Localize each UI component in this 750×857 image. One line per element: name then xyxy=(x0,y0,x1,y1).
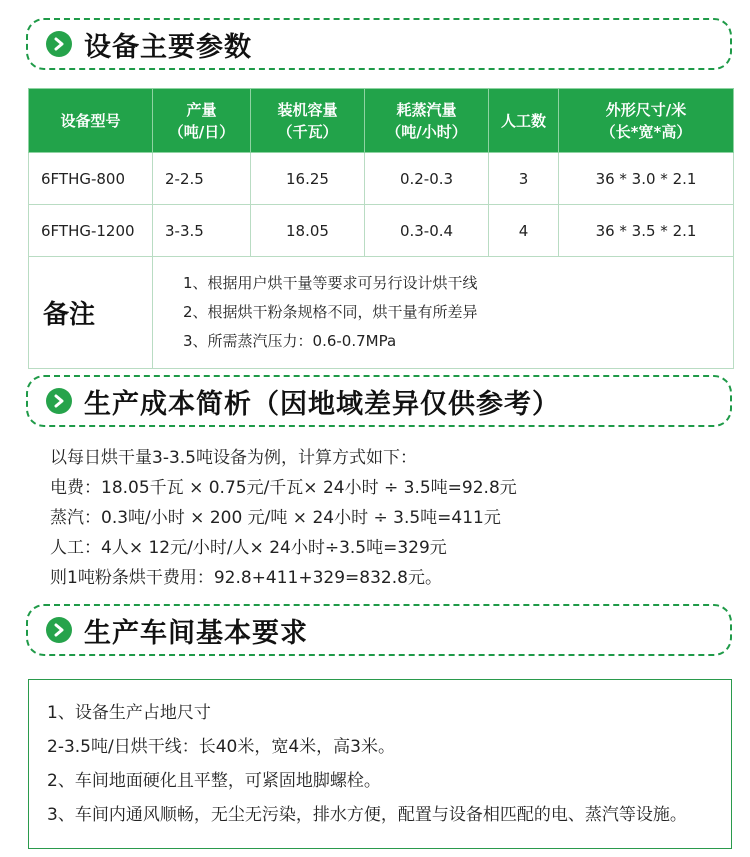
section-header-params xyxy=(26,18,732,70)
cell-model: 6FTHG-800 xyxy=(29,153,153,205)
cell-workers: 4 xyxy=(489,205,559,257)
header-capacity: 装机容量 （千瓦） xyxy=(251,89,365,153)
header-output: 产量 （吨/日） xyxy=(153,89,251,153)
table-header-row xyxy=(29,89,734,153)
note-item: 1、根据用户烘干量等要求可另行设计烘干线 xyxy=(183,274,478,292)
arrow-right-circle-icon xyxy=(46,388,72,414)
spec-table xyxy=(28,88,734,369)
header-model: 设备型号 xyxy=(29,89,153,153)
notes-row xyxy=(29,257,734,369)
cell-steam: 0.2-0.3 xyxy=(365,153,489,205)
cost-analysis xyxy=(50,443,730,593)
cell-workers: 3 xyxy=(489,153,559,205)
cell-dimensions: 36 * 3.5 * 2.1 xyxy=(559,205,734,257)
arrow-right-circle-icon xyxy=(46,31,72,57)
cell-output: 2-2.5 xyxy=(153,153,251,205)
requirements-box xyxy=(28,679,732,849)
header-dimensions: 外形尺寸/米 （长*宽*高） xyxy=(559,89,734,153)
note-item: 2、根据烘干粉条规格不同，烘干量有所差异 xyxy=(183,303,478,321)
header-steam: 耗蒸汽量 （吨/小时） xyxy=(365,89,489,153)
arrow-right-circle-icon xyxy=(46,617,72,643)
notes-title: 备注 xyxy=(29,257,153,369)
requirement-item: 3、车间内通风顺畅，无尘无污染，排水方便，配置与设备相匹配的电、蒸汽等设施。 xyxy=(47,805,687,825)
cost-line: 蒸汽：0.3吨/小时 × 200 元/吨 × 24小时 ÷ 3.5吨=411元 xyxy=(50,508,501,528)
cell-dimensions: 36 * 3.0 * 2.1 xyxy=(559,153,734,205)
table-row xyxy=(29,153,734,205)
requirement-item: 2-3.5吨/日烘干线：长40米，宽4米，高3米。 xyxy=(47,737,395,757)
notes-body xyxy=(153,257,734,369)
cell-model: 6FTHG-1200 xyxy=(29,205,153,257)
header-workers: 人工数 xyxy=(489,89,559,153)
cell-capacity: 16.25 xyxy=(251,153,365,205)
requirement-item: 1、设备生产占地尺寸 xyxy=(47,703,211,723)
section-title: 生产车间基本要求 xyxy=(84,617,308,649)
section-title: 生产成本简析（因地域差异仅供参考） xyxy=(84,388,560,420)
cell-capacity: 18.05 xyxy=(251,205,365,257)
note-item: 3、所需蒸汽压力：0.6-0.7MPa xyxy=(183,332,397,350)
cell-output: 3-3.5 xyxy=(153,205,251,257)
cell-steam: 0.3-0.4 xyxy=(365,205,489,257)
table-row xyxy=(29,205,734,257)
cost-line: 电费：18.05千瓦 × 0.75元/千瓦× 24小时 ÷ 3.5吨=92.8元 xyxy=(50,478,517,498)
cost-line: 以每日烘干量3-3.5吨设备为例，计算方式如下： xyxy=(50,448,417,468)
section-header-workshop xyxy=(26,604,732,656)
cost-line: 则1吨粉条烘干费用：92.8+411+329=832.8元。 xyxy=(50,568,442,588)
cost-line: 人工：4人× 12元/小时/人× 24小时÷3.5吨=329元 xyxy=(50,538,447,558)
requirement-item: 2、车间地面硬化且平整，可紧固地脚螺栓。 xyxy=(47,771,381,791)
section-header-cost xyxy=(26,375,732,427)
section-title: 设备主要参数 xyxy=(84,31,252,63)
